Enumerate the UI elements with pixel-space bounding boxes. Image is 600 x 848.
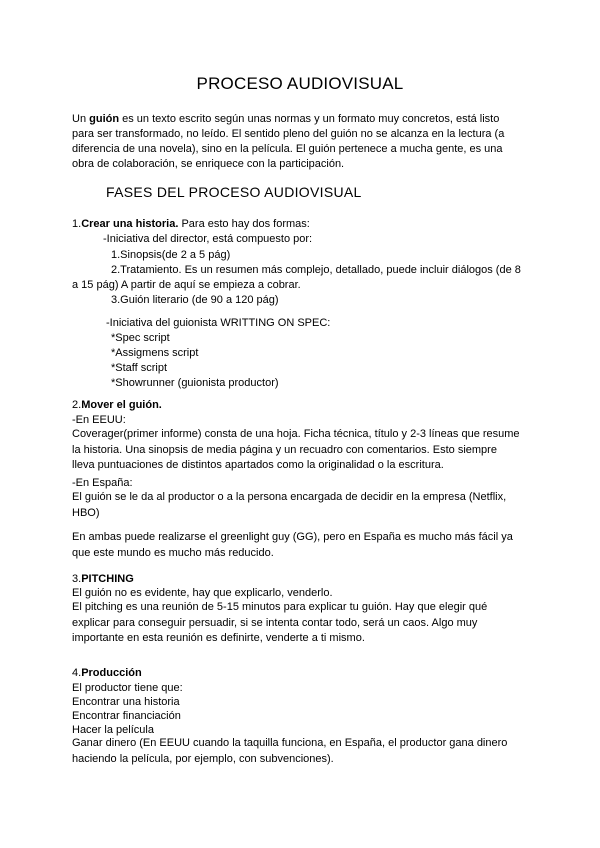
section4-heading: [72, 666, 142, 680]
section3-text: El pitching es una reunión de 5-15 minutos para explicar tu guión. Hay que elegir qué explicar para conseguir persuadir, si se intenta contar todo, será un caos. Algo muy importante en esta reunión es definirte, venderte a ti mismo.: [72, 601, 488, 644]
spec-item: *Spec script: [111, 332, 170, 344]
section2-title: Mover el guión.: [81, 399, 162, 411]
section4-line: Encontrar una historia: [72, 696, 180, 708]
section2-eeuu-text: Coverager(primer informe) consta de una hoja. Ficha técnica, título y 2-3 líneas que resume la historia. Una sinopsis de media página y un recuadro con comentarios. Esto siempre lleva puntuaciones de distintos apartados como la originalidad o la escritura.: [72, 428, 520, 471]
section4-line: El productor tiene que:: [72, 682, 183, 694]
section4-line: Hacer la película: [72, 724, 154, 736]
spec-item: *Staff script: [111, 362, 168, 374]
spec-item: *Showrunner (guionista productor): [111, 377, 279, 389]
section1-item-sinopsis: 1.Sinopsis(de 2 a 5 pág): [111, 249, 231, 261]
section1-item-tratamiento: 2.Tratamiento. Es un resumen más complejo, detallado, puede incluir diálogos (de 8: [111, 264, 521, 276]
section1-item-tratamiento-cont: a 15 pág) A partir de aquí se empieza a cobrar.: [72, 279, 301, 291]
section3-number: 3.: [72, 573, 82, 585]
phases-heading: FASES DEL PROCESO AUDIOVISUAL: [106, 184, 362, 200]
section2-spain-label: -En España:: [72, 477, 133, 489]
section3-title: PITCHING: [81, 573, 134, 585]
intro-paragraph: [72, 112, 522, 172]
section1-item-guion-literario: 3.Guión literario (de 90 a 120 pág): [111, 294, 279, 306]
section2-heading: [72, 398, 162, 412]
section1-writer-line: -Iniciativa del guionista WRITTING ON SPEC:: [106, 317, 331, 329]
section3-line1: El guión no es evidente, hay que explicarlo, venderlo.: [72, 587, 333, 599]
section2-number: 2.: [72, 399, 82, 411]
section1-number: 1.: [72, 218, 82, 230]
intro-bold-term: guión: [89, 113, 120, 125]
section1-director-line: -Iniciativa del director, está compuesto por:: [103, 233, 313, 245]
section1-heading: [72, 217, 310, 231]
section1-title: Crear una historia.: [81, 218, 179, 230]
section4-line: Encontrar financiación: [72, 710, 181, 722]
section4-number: 4.: [72, 667, 82, 679]
intro-rest: es un texto escrito según unas normas y un formato muy concretos, está listo para ser transformado, no leído. El sentido pleno del guión no se alcanza en la lectura (a diferencia de una novela), sino en la película. El guión pertenece a mucha gente, es una obra de colaboración, se enriquece con la participación.: [72, 113, 505, 170]
section4-text: Ganar dinero (En EEUU cuando la taquilla funciona, en España, el productor gana dinero haciendo la película, por ejemplo, con subvenciones).: [72, 737, 508, 765]
intro-lead: Un: [72, 113, 90, 125]
section2-spain-text: El guión se le da al productor o a la persona encargada de decidir en la empresa (Netflix, HBO): [72, 491, 507, 519]
section1-heading-rest: Para esto hay dos formas:: [178, 218, 310, 230]
section4-title: Producción: [81, 667, 142, 679]
section3-heading: [72, 572, 134, 586]
section2-both-text: En ambas puede realizarse el greenlight guy (GG), pero en España es mucho más fácil ya que este mundo es mucho más reducido.: [72, 531, 513, 559]
section2-eeuu-label: -En EEUU:: [72, 414, 126, 426]
document-title: PROCESO AUDIOVISUAL: [196, 74, 404, 93]
spec-item: *Assigmens script: [111, 347, 199, 359]
